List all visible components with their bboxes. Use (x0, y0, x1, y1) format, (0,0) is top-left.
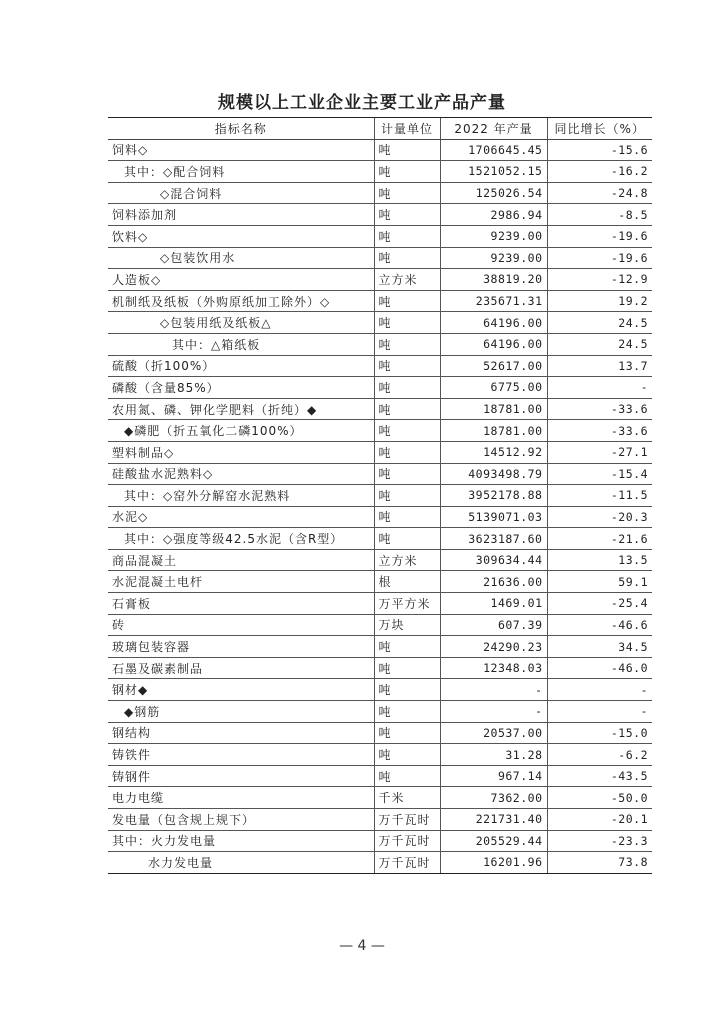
row-value: 5139071.03 (440, 506, 547, 528)
table-row (108, 247, 652, 269)
row-name: 水力发电量 (108, 852, 374, 874)
row-value: 31.28 (440, 744, 547, 766)
row-growth: -33.6 (547, 420, 652, 442)
page-number: — 4 — (339, 938, 385, 954)
row-growth: -12.9 (547, 269, 652, 291)
row-value: 309634.44 (440, 549, 547, 571)
row-unit: 吨 (374, 463, 440, 485)
row-value: 9239.00 (440, 225, 547, 247)
row-name: 商品混凝土 (108, 549, 374, 571)
row-growth: -16.2 (547, 161, 652, 183)
table-row (108, 679, 652, 701)
row-value: 205529.44 (440, 830, 547, 852)
table-row (108, 355, 652, 377)
row-growth: -6.2 (547, 744, 652, 766)
table-row (108, 463, 652, 485)
table-row (108, 765, 652, 787)
row-value: 12348.03 (440, 657, 547, 679)
row-name: 其中：◇配合饲料 (108, 161, 374, 183)
row-name: 铸钢件 (108, 765, 374, 787)
table-row (108, 614, 652, 636)
table-row (108, 701, 652, 723)
row-growth: -15.0 (547, 722, 652, 744)
row-unit: 吨 (374, 290, 440, 312)
row-value: 221731.40 (440, 809, 547, 831)
row-unit: 吨 (374, 182, 440, 204)
row-growth: -21.6 (547, 528, 652, 550)
row-name: ◇包装饮用水 (108, 247, 374, 269)
row-growth: 73.8 (547, 852, 652, 874)
row-value: 3623187.60 (440, 528, 547, 550)
row-unit: 万千瓦时 (374, 809, 440, 831)
row-value: 7362.00 (440, 787, 547, 809)
row-unit: 吨 (374, 765, 440, 787)
row-value: 1469.01 (440, 593, 547, 615)
row-name: ◆磷肥（折五氧化二磷100%） (108, 420, 374, 442)
table-row (108, 549, 652, 571)
row-growth: -46.6 (547, 614, 652, 636)
table-row (108, 333, 652, 355)
row-value: 52617.00 (440, 355, 547, 377)
table-header-row (108, 118, 652, 140)
table-row (108, 636, 652, 658)
table-row (108, 290, 652, 312)
table-title: 规模以上工业企业主要工业产品产量 (218, 93, 506, 113)
row-growth: -27.1 (547, 441, 652, 463)
row-growth: -23.3 (547, 830, 652, 852)
row-value: 3952178.88 (440, 485, 547, 507)
row-growth: -15.6 (547, 139, 652, 161)
row-name: 其中：△箱纸板 (108, 333, 374, 355)
row-name: 玻璃包装容器 (108, 636, 374, 658)
row-value: 14512.92 (440, 441, 547, 463)
header-unit: 计量单位 (374, 118, 440, 140)
table-row (108, 139, 652, 161)
row-growth: - (547, 701, 652, 723)
row-name: 农用氮、磷、钾化学肥料（折纯）◆ (108, 398, 374, 420)
row-unit: 千米 (374, 787, 440, 809)
table-row (108, 852, 652, 874)
table-row (108, 657, 652, 679)
table-row (108, 398, 652, 420)
row-unit: 万千瓦时 (374, 852, 440, 874)
row-value: 1706645.45 (440, 139, 547, 161)
row-growth: -25.4 (547, 593, 652, 615)
row-unit: 立方米 (374, 269, 440, 291)
row-name: ◆钢筋 (108, 701, 374, 723)
row-name: 磷酸（含量85%） (108, 377, 374, 399)
row-unit: 吨 (374, 636, 440, 658)
row-unit: 吨 (374, 420, 440, 442)
row-value: 125026.54 (440, 182, 547, 204)
row-growth: 34.5 (547, 636, 652, 658)
row-name: 水泥◇ (108, 506, 374, 528)
row-growth: 13.5 (547, 549, 652, 571)
table-row (108, 830, 652, 852)
table-row (108, 204, 652, 226)
row-value: 64196.00 (440, 312, 547, 334)
row-name: 其中：◇窑外分解窑水泥熟料 (108, 485, 374, 507)
row-growth: -33.6 (547, 398, 652, 420)
table-row (108, 528, 652, 550)
row-value: 64196.00 (440, 333, 547, 355)
row-name: 电力电缆 (108, 787, 374, 809)
production-table (108, 117, 652, 874)
table-row (108, 485, 652, 507)
table-row (108, 441, 652, 463)
row-unit: 吨 (374, 247, 440, 269)
row-name: 石墨及碳素制品 (108, 657, 374, 679)
header-indicator-name: 指标名称 (108, 118, 374, 140)
row-value: 235671.31 (440, 290, 547, 312)
row-unit: 吨 (374, 657, 440, 679)
table-row (108, 722, 652, 744)
row-value: 1521052.15 (440, 161, 547, 183)
row-name: 饲料◇ (108, 139, 374, 161)
row-value: - (440, 679, 547, 701)
row-growth: 13.7 (547, 355, 652, 377)
row-name: ◇混合饲料 (108, 182, 374, 204)
header-yoy-growth: 同比增长（%） (547, 118, 652, 140)
row-unit: 吨 (374, 441, 440, 463)
row-name: 钢材◆ (108, 679, 374, 701)
row-unit: 吨 (374, 377, 440, 399)
row-value: - (440, 701, 547, 723)
row-unit: 吨 (374, 355, 440, 377)
table-body (108, 139, 652, 873)
row-unit: 吨 (374, 528, 440, 550)
row-growth: -43.5 (547, 765, 652, 787)
row-growth: -19.6 (547, 225, 652, 247)
row-growth: -24.8 (547, 182, 652, 204)
row-value: 16201.96 (440, 852, 547, 874)
table-row (108, 787, 652, 809)
row-value: 21636.00 (440, 571, 547, 593)
row-value: 24290.23 (440, 636, 547, 658)
table-row (108, 571, 652, 593)
row-value: 2986.94 (440, 204, 547, 226)
row-unit: 吨 (374, 312, 440, 334)
table-row (108, 225, 652, 247)
row-growth: -8.5 (547, 204, 652, 226)
row-growth: - (547, 679, 652, 701)
row-name: 饲料添加剂 (108, 204, 374, 226)
row-unit: 吨 (374, 139, 440, 161)
row-unit: 根 (374, 571, 440, 593)
table-row (108, 420, 652, 442)
row-name: 硅酸盐水泥熟料◇ (108, 463, 374, 485)
table-row (108, 161, 652, 183)
row-growth: -20.1 (547, 809, 652, 831)
row-value: 6775.00 (440, 377, 547, 399)
table-row (108, 506, 652, 528)
row-name: 石膏板 (108, 593, 374, 615)
row-name: 水泥混凝土电杆 (108, 571, 374, 593)
row-unit: 立方米 (374, 549, 440, 571)
table-row (108, 182, 652, 204)
row-name: 其中：火力发电量 (108, 830, 374, 852)
row-growth: -20.3 (547, 506, 652, 528)
table-row (108, 312, 652, 334)
header-output-2022: 2022 年产量 (440, 118, 547, 140)
row-name: 钢结构 (108, 722, 374, 744)
row-unit: 吨 (374, 485, 440, 507)
row-growth: 24.5 (547, 312, 652, 334)
row-growth: -50.0 (547, 787, 652, 809)
row-unit: 吨 (374, 333, 440, 355)
row-unit: 万块 (374, 614, 440, 636)
table-row (108, 377, 652, 399)
row-unit: 吨 (374, 506, 440, 528)
row-growth: -46.0 (547, 657, 652, 679)
row-unit: 吨 (374, 204, 440, 226)
row-growth: - (547, 377, 652, 399)
table-row (108, 809, 652, 831)
row-growth: 19.2 (547, 290, 652, 312)
row-value: 38819.20 (440, 269, 547, 291)
row-unit: 吨 (374, 744, 440, 766)
row-unit: 万千瓦时 (374, 830, 440, 852)
row-name: 发电量（包含规上规下） (108, 809, 374, 831)
row-value: 18781.00 (440, 398, 547, 420)
row-value: 967.14 (440, 765, 547, 787)
table-row (108, 744, 652, 766)
row-growth: -19.6 (547, 247, 652, 269)
row-growth: -15.4 (547, 463, 652, 485)
row-name: 铸铁件 (108, 744, 374, 766)
row-unit: 吨 (374, 161, 440, 183)
row-name: 砖 (108, 614, 374, 636)
row-unit: 吨 (374, 398, 440, 420)
row-name: 人造板◇ (108, 269, 374, 291)
row-name: 机制纸及纸板（外购原纸加工除外）◇ (108, 290, 374, 312)
row-name: ◇包装用纸及纸板△ (108, 312, 374, 334)
row-unit: 吨 (374, 701, 440, 723)
row-unit: 万平方米 (374, 593, 440, 615)
row-name: 其中：◇强度等级42.5水泥（含R型） (108, 528, 374, 550)
row-unit: 吨 (374, 679, 440, 701)
row-value: 4093498.79 (440, 463, 547, 485)
row-unit: 吨 (374, 225, 440, 247)
row-value: 9239.00 (440, 247, 547, 269)
row-name: 塑料制品◇ (108, 441, 374, 463)
row-growth: 59.1 (547, 571, 652, 593)
row-unit: 吨 (374, 722, 440, 744)
row-value: 20537.00 (440, 722, 547, 744)
row-name: 饮料◇ (108, 225, 374, 247)
table-row (108, 269, 652, 291)
row-name: 硫酸（折100%） (108, 355, 374, 377)
row-value: 18781.00 (440, 420, 547, 442)
table-row (108, 593, 652, 615)
row-growth: 24.5 (547, 333, 652, 355)
row-value: 607.39 (440, 614, 547, 636)
row-growth: -11.5 (547, 485, 652, 507)
